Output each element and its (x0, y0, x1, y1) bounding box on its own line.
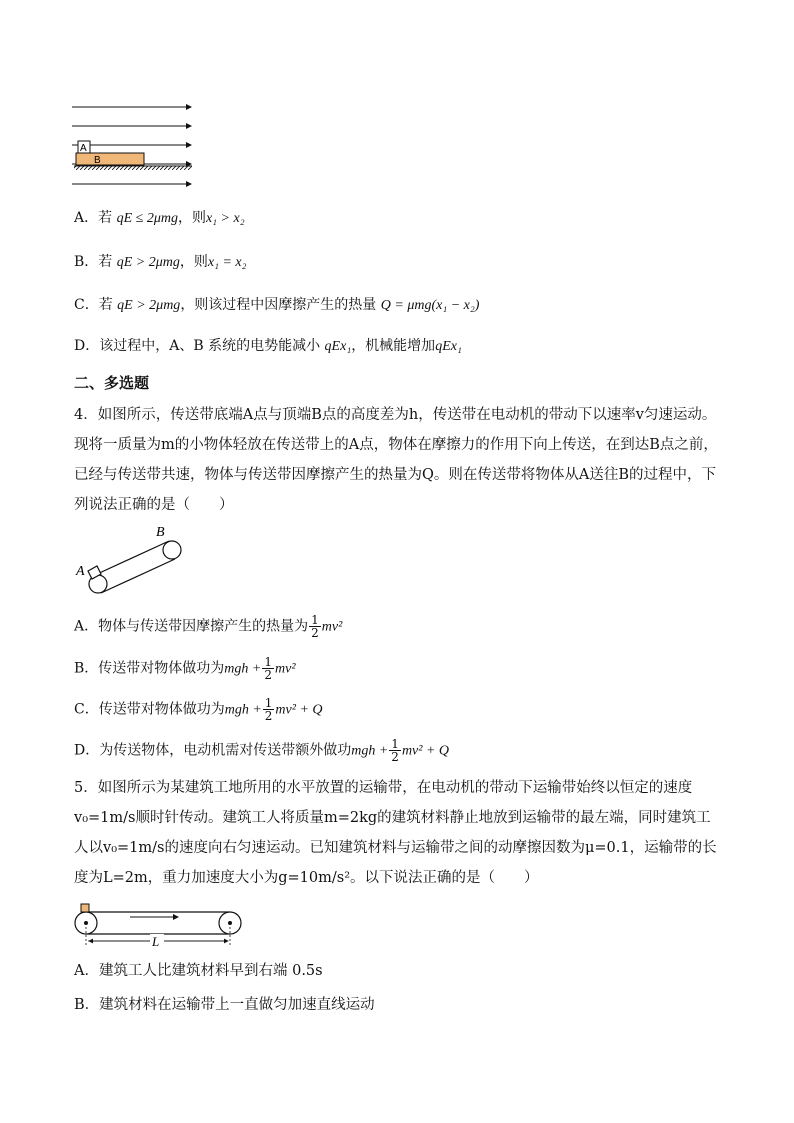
q4-option-d: D．为传送物体，电动机需对传送带额外做功mgh + $\frac{1}{2}$ mv² + Q (74, 737, 450, 764)
block-b (76, 153, 144, 165)
incline-conveyor-figure (72, 523, 184, 599)
q4-stem: 4．如图所示，传送带底端A点与顶端B点的高度差为h，传送带在电动机的带动下以速率v匀速运动。现将一质量为m的小物体轻放在传送带上的A点，物体在摩擦力的作用下向上传送，在到达B点之前，已经与传送带共速，物体与传送带因摩擦产生的热量为Q。则在传送带将物体从A送往B的过程中，下列说法正确的是（ ） (74, 407, 718, 513)
material-block (81, 904, 89, 912)
block-b-label: B (94, 155, 101, 166)
q4-option-b: B．传送带对物体做功为mgh + $\frac{1}{2}$ mv² (74, 655, 296, 682)
horizontal-conveyor-figure (72, 901, 244, 953)
block-a-label: A (80, 143, 87, 154)
q3-option-c: C．若 qE > 2μmg，则该过程中因摩擦产生的热量 Q = μmg(x₁ − x₂) (74, 297, 480, 313)
q5-stem: 5．如图所示为某建筑工地所用的水平放置的运输带，在电动机的带动下运输带始终以恒定的速度v₀=1m/s顺时针传动。建筑工人将质量m=2kg的建筑材料静止地放到运输带的最左端，同时建筑工人以v₀=1m/s的速度向右匀速运动。已知建筑材料与运输带之间的动摩擦因数为μ=0.1，运输带的长度为L=2m，重力加速度大小为g=10m/s²。以下说法正确的是（ ） (74, 780, 717, 886)
field-figure (72, 98, 197, 192)
point-a-label: A (76, 564, 85, 579)
pulley-top (163, 541, 181, 559)
q5-option-a: A．建筑工人比建筑材料早到右端 0.5s (74, 963, 323, 979)
q3-option-d: D．该过程中，A、B 系统的电势能减小 qEx₁，机械能增加qEx₁ (74, 338, 462, 354)
section-title: 二、多选题 (74, 374, 150, 392)
q4-option-c: C．传送带对物体做功为mgh + $\frac{1}{2}$ mv² + Q (74, 696, 323, 723)
point-b-label: B (156, 525, 165, 540)
q4-option-a: A．物体与传送带因摩擦产生的热量为 $\frac{1}{2}$ mv² (74, 613, 343, 640)
q3-option-a: A．若 qE ≤ 2μmg，则x₁ > x₂ (74, 210, 245, 226)
q5-option-b: B．建筑材料在运输带上一直做匀加速直线运动 (74, 997, 375, 1013)
q3-option-b: B．若 qE > 2μmg，则x₁ = x₂ (74, 254, 247, 270)
length-label: L (152, 934, 160, 949)
